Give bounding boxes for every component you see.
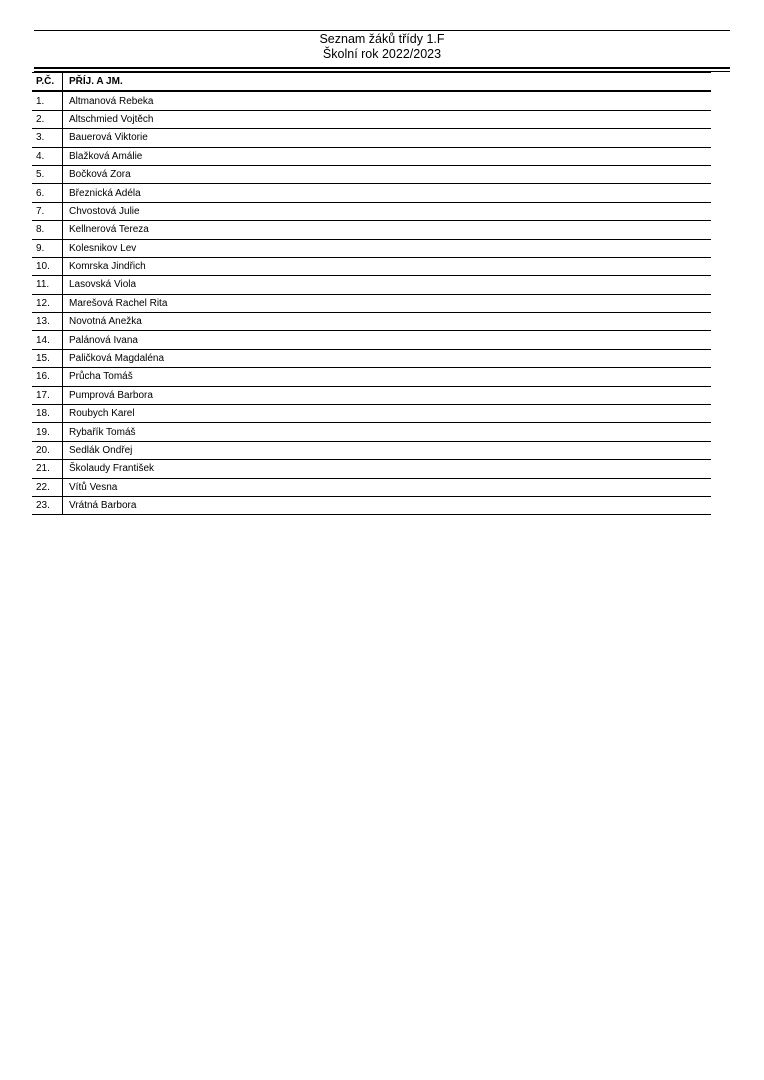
student-name: Bauerová Viktorie xyxy=(63,129,712,147)
student-name: Chvostová Julie xyxy=(63,202,712,220)
table-row xyxy=(32,313,711,331)
row-number: 4. xyxy=(32,147,63,165)
row-number: 14. xyxy=(32,331,63,349)
table-row xyxy=(32,423,711,441)
table-row xyxy=(32,441,711,459)
table-row xyxy=(32,405,711,423)
student-name: Březnická Adéla xyxy=(63,184,712,202)
table-row xyxy=(32,202,711,220)
school-year: Školní rok 2022/2023 xyxy=(322,47,442,61)
table-body xyxy=(32,91,711,514)
table-row xyxy=(32,184,711,202)
student-name: Komrska Jindřich xyxy=(63,257,712,275)
row-number: 1. xyxy=(32,91,63,110)
row-number: 18. xyxy=(32,405,63,423)
student-name: Sedlák Ondřej xyxy=(63,441,712,459)
row-number: 8. xyxy=(32,221,63,239)
table-row xyxy=(32,368,711,386)
row-number: 16. xyxy=(32,368,63,386)
student-name: Rybařík Tomáš xyxy=(63,423,712,441)
document-header xyxy=(34,30,730,69)
row-number: 21. xyxy=(32,460,63,478)
student-name: Blažková Amálie xyxy=(63,147,712,165)
table-row xyxy=(32,294,711,312)
student-name: Kolesnikov Lev xyxy=(63,239,712,257)
row-number: 23. xyxy=(32,496,63,514)
row-number: 22. xyxy=(32,478,63,496)
row-number: 3. xyxy=(32,129,63,147)
student-name: Novotná Anežka xyxy=(63,313,712,331)
student-name: Lasovská Viola xyxy=(63,276,712,294)
row-number: 6. xyxy=(32,184,63,202)
student-name: Altmanová Rebeka xyxy=(63,91,712,110)
row-number: 19. xyxy=(32,423,63,441)
row-number: 12. xyxy=(32,294,63,312)
table-row xyxy=(32,129,711,147)
student-name: Roubych Karel xyxy=(63,405,712,423)
table-row xyxy=(32,257,711,275)
row-number: 10. xyxy=(32,257,63,275)
table-row xyxy=(32,386,711,404)
student-name: Průcha Tomáš xyxy=(63,368,712,386)
table-row xyxy=(32,91,711,110)
row-number: 20. xyxy=(32,441,63,459)
table-row xyxy=(32,460,711,478)
row-number: 7. xyxy=(32,202,63,220)
table-row xyxy=(32,239,711,257)
table-row xyxy=(32,110,711,128)
table-row xyxy=(32,165,711,183)
student-name: Bočková Zora xyxy=(63,165,712,183)
student-name: Pumprová Barbora xyxy=(63,386,712,404)
student-name: Kellnerová Tereza xyxy=(63,221,712,239)
student-name: Vrátná Barbora xyxy=(63,496,712,514)
table-row xyxy=(32,349,711,367)
row-number: 2. xyxy=(32,110,63,128)
row-number: 5. xyxy=(32,165,63,183)
column-header-number: P.Č. xyxy=(32,73,63,92)
student-name: Vítů Vesna xyxy=(63,478,712,496)
table-header-row xyxy=(32,73,711,92)
student-roster-table xyxy=(32,72,711,515)
student-name: Palánová Ivana xyxy=(63,331,712,349)
row-number: 13. xyxy=(32,313,63,331)
row-number: 9. xyxy=(32,239,63,257)
table-row xyxy=(32,478,711,496)
table-row xyxy=(32,221,711,239)
table-row xyxy=(32,331,711,349)
document-title: Seznam žáků třídy 1.F xyxy=(319,32,445,46)
student-name: Školaudy František xyxy=(63,460,712,478)
table-row xyxy=(32,276,711,294)
student-name: Altschmied Vojtěch xyxy=(63,110,712,128)
row-number: 11. xyxy=(32,276,63,294)
student-name: Marešová Rachel Rita xyxy=(63,294,712,312)
student-name: Paličková Magdaléna xyxy=(63,349,712,367)
row-number: 17. xyxy=(32,386,63,404)
table-row xyxy=(32,147,711,165)
table-row xyxy=(32,496,711,514)
column-header-name: PŘÍJ. A JM. xyxy=(63,73,712,92)
row-number: 15. xyxy=(32,349,63,367)
